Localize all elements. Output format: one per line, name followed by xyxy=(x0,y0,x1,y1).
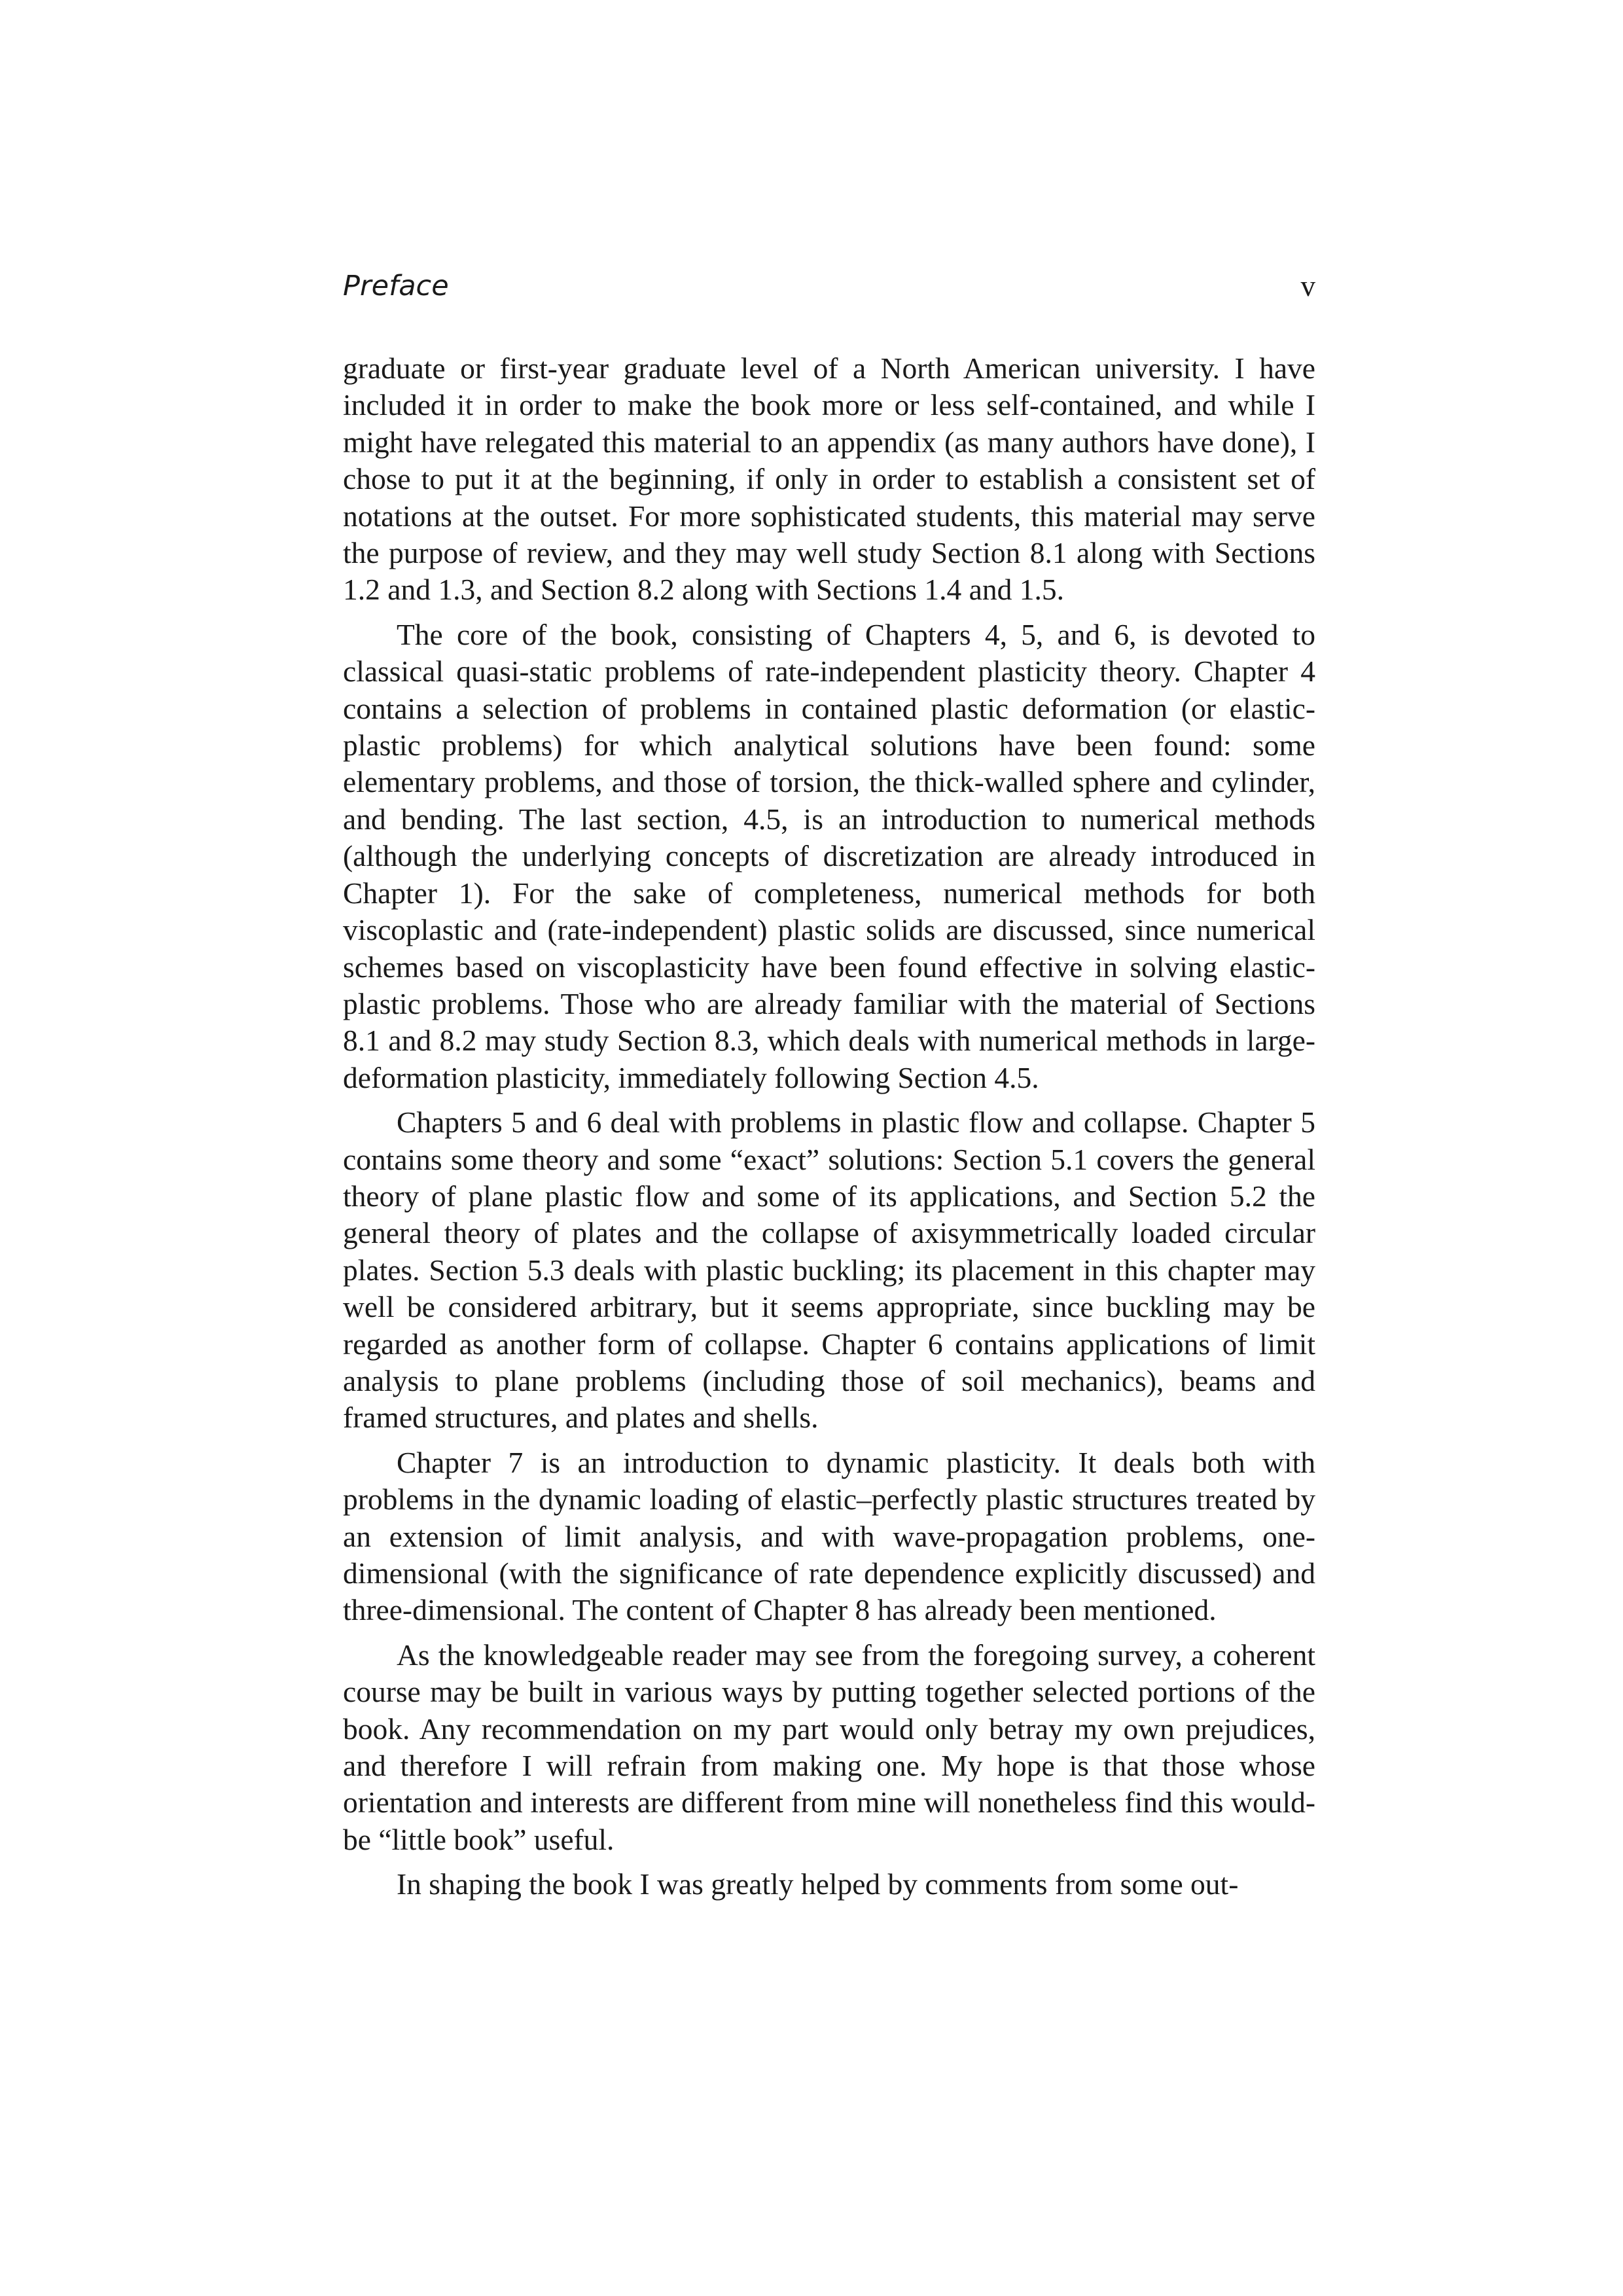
running-head xyxy=(343,263,1315,309)
paragraph-3: Chapters 5 and 6 deal with problems in plastic flow and collapse. Chapter 5 contains some theory and some “exact” solutions: Section 5.1 covers the general theory of plane plastic flow and some of its applications, and Section 5.2 the general theory of plates and the collapse of axisymmetrically loaded circular plates. Section 5.3 deals with plastic buckling; its placement in this chapter may well be considered arbitrary, but it seems appropriate, since buckling may be regarded as another form of collapse. Chapter 6 contains applications of limit analysis to plane problems (including those of soil mechanics), beams and framed structures, and plates and shells. xyxy=(343,1105,1315,1435)
page-number: v xyxy=(1300,270,1315,302)
running-title: Preface xyxy=(343,270,449,302)
paragraph-4: Chapter 7 is an introduction to dynamic plasticity. It deals both with problems in the dynamic loading of elastic–perfectly plastic structures treated by an extension of limit analysis, and with wave-propagation problems, one-dimensional (with the significance of rate dependence explicitly discussed) and three-dimensional. The content of Chapter 8 has already been mentioned. xyxy=(343,1445,1315,1627)
paragraph-6: In shaping the book I was greatly helped by comments from some out- xyxy=(397,1867,1239,1901)
body-text xyxy=(343,350,1315,1911)
paragraph-2: The core of the book, consisting of Chapters 4, 5, and 6, is devoted to classical quasi-static problems of rate-independent plasticity theory. Chapter 4 contains a selection of problems in contained plastic deformation (or elastic-plastic problems) for which analytical solutions have been found: some elementary problems, and those of torsion, the thick-walled sphere and cylinder, and bending. The last section, 4.5, is an introduction to numerical methods (although the underlying concepts of discretization are already introduced in Chapter 1). For the sake of completeness, numerical methods for both viscoplastic and (rate-independent) plastic solids are discussed, since numerical schemes based on viscoplasticity have been found effective in solving elastic-plastic problems. Those who are already familiar with the material of Sections 8.1 and 8.2 may study Section 8.3, which deals with numerical methods in large-deformation plasticity, immediately following Section 4.5. xyxy=(343,617,1315,1094)
paragraph-1: graduate or first-year graduate level of a North American university. I have included it in order to make the book more or less self-contained, and while I might have relegated this material to an appendix (as many authors have done), I chose to put it at the beginning, if only in order to establish a consistent set of notations at the outset. For more sophisticated students, this material may serve the purpose of review, and they may well study Section 8.1 along with Sections 1.2 and 1.3, and Section 8.2 along with Sections 1.4 and 1.5. xyxy=(343,351,1315,607)
paragraph-5: As the knowledgeable reader may see from the foregoing survey, a coherent course may be built in various ways by putting together selected portions of the book. Any recommendation on my part would only betray my own prejudices, and therefore I will refrain from making one. My hope is that those whose orientation and interests are different from mine will nonetheless find this would-be “little book” useful. xyxy=(343,1638,1315,1856)
